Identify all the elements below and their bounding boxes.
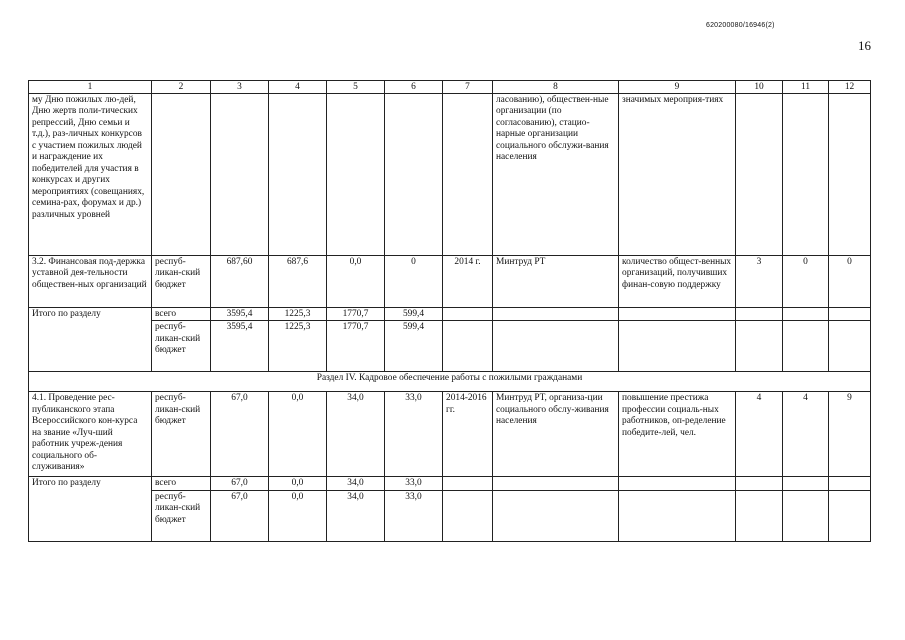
program-table [28, 80, 871, 542]
table-row [29, 94, 871, 256]
table-cell: 34,0 [327, 392, 385, 477]
column-header: 2 [152, 81, 211, 94]
table-cell: Итого по разделу [29, 477, 152, 541]
table-cell [783, 308, 829, 321]
table-row [29, 308, 871, 321]
table-cell [493, 321, 619, 372]
table-cell: респуб-ликан-ский бюджет [152, 490, 211, 541]
table-cell: респуб-ликан-ский бюджет [152, 321, 211, 372]
table-cell: му Дню пожилых лю-дей, Дню жертв поли-тических репрессий, Дню семьи и т.д.), раз-личных конкурсов с участием пожилых людей и награждение их победителей для участия в конкурсах и других мероприятиях (совещаниях, семина-рах, форумах и др.) различных уровней [29, 94, 152, 256]
table-row [29, 321, 871, 372]
table-cell: 2014-2016 гг. [443, 392, 493, 477]
column-header: 8 [493, 81, 619, 94]
table-cell: 687,60 [211, 256, 269, 308]
table-cell [619, 477, 736, 490]
table-cell: значимых мероприя-тиях [619, 94, 736, 256]
table-cell: 687,6 [269, 256, 327, 308]
table-cell [211, 94, 269, 256]
table-cell [829, 490, 871, 541]
table-row [29, 477, 871, 490]
table-cell [493, 308, 619, 321]
column-header: 5 [327, 81, 385, 94]
table-cell: 0,0 [269, 490, 327, 541]
table-cell [829, 477, 871, 490]
table-cell [736, 308, 783, 321]
table-cell [619, 321, 736, 372]
table-cell [829, 321, 871, 372]
table-cell [829, 308, 871, 321]
table-cell: 34,0 [327, 477, 385, 490]
table-cell: 599,4 [385, 308, 443, 321]
table-cell: 67,0 [211, 392, 269, 477]
table-cell: повышение престижа профессии социаль-ных работников, оп-ределение победите-лей, чел. [619, 392, 736, 477]
table-cell: 4 [783, 392, 829, 477]
table-cell: 1225,3 [269, 321, 327, 372]
page-number: 16 [858, 38, 871, 53]
table-row [29, 256, 871, 308]
table-cell [783, 490, 829, 541]
column-header: 10 [736, 81, 783, 94]
column-header: 11 [783, 81, 829, 94]
table-cell: 3.2. Финансовая под-держка уставной дея-тельности обществен-ных организаций [29, 256, 152, 308]
table-cell: 4 [736, 392, 783, 477]
table-cell: 9 [829, 392, 871, 477]
table-cell [619, 490, 736, 541]
table-cell: 1770,7 [327, 308, 385, 321]
column-header: 3 [211, 81, 269, 94]
table-cell: Минтруд РТ, организа-ции социального обслу-живания населения [493, 392, 619, 477]
table-cell [443, 490, 493, 541]
table-cell: 33,0 [385, 490, 443, 541]
table-cell [783, 94, 829, 256]
table-cell: 0 [783, 256, 829, 308]
table-cell: 0,0 [269, 477, 327, 490]
column-header: 6 [385, 81, 443, 94]
table-cell: 0 [385, 256, 443, 308]
table-cell: Итого по разделу [29, 308, 152, 372]
table-cell: 3 [736, 256, 783, 308]
column-header: 1 [29, 81, 152, 94]
table-cell: респуб-ликан-ский бюджет [152, 256, 211, 308]
section-title: Раздел IV. Кадровое обеспечение работы с пожилыми гражданами [29, 372, 871, 392]
table-cell: 599,4 [385, 321, 443, 372]
table-cell [443, 321, 493, 372]
table-cell: 2014 г. [443, 256, 493, 308]
table-cell [783, 321, 829, 372]
table-cell [493, 477, 619, 490]
table-cell [327, 94, 385, 256]
table-cell: ласованию), обществен-ные организации (по согласованию), стацио-нарные организации социального обслужи-вания населения [493, 94, 619, 256]
table-cell [269, 94, 327, 256]
table-cell: 0,0 [269, 392, 327, 477]
column-header-row [29, 81, 871, 94]
table-cell: 33,0 [385, 392, 443, 477]
table-row [29, 392, 871, 477]
table-cell [619, 308, 736, 321]
table-cell [736, 490, 783, 541]
table-cell: Минтруд РТ [493, 256, 619, 308]
table-cell: 33,0 [385, 477, 443, 490]
table-cell: 3595,4 [211, 308, 269, 321]
table-cell [829, 94, 871, 256]
table-cell: 67,0 [211, 477, 269, 490]
table-cell: 3595,4 [211, 321, 269, 372]
table-cell: количество общест-венных организаций, получивших финан-совую поддержку [619, 256, 736, 308]
table-cell: респуб-ликан-ский бюджет [152, 392, 211, 477]
table-cell [443, 94, 493, 256]
section-title-row [29, 372, 871, 392]
document-id: 620200080/16946(2) [706, 22, 775, 29]
column-header: 7 [443, 81, 493, 94]
table-cell [385, 94, 443, 256]
table-cell [443, 477, 493, 490]
column-header: 4 [269, 81, 327, 94]
table-cell: 34,0 [327, 490, 385, 541]
table-cell [736, 321, 783, 372]
column-header: 12 [829, 81, 871, 94]
table-cell: 1770,7 [327, 321, 385, 372]
table-cell [493, 490, 619, 541]
table-cell: всего [152, 477, 211, 490]
table-row [29, 490, 871, 541]
table-cell: всего [152, 308, 211, 321]
table-cell: 0,0 [327, 256, 385, 308]
table-cell: 1225,3 [269, 308, 327, 321]
table-cell [736, 477, 783, 490]
table-cell: 67,0 [211, 490, 269, 541]
column-header: 9 [619, 81, 736, 94]
table-cell [152, 94, 211, 256]
table-cell [736, 94, 783, 256]
table-cell: 4.1. Проведение рес-публиканского этапа Всероссийского кон-курса на звание «Луч-ший работник учреж-дения социального об-служивания» [29, 392, 152, 477]
table-cell: 0 [829, 256, 871, 308]
table-cell [783, 477, 829, 490]
table-cell [443, 308, 493, 321]
